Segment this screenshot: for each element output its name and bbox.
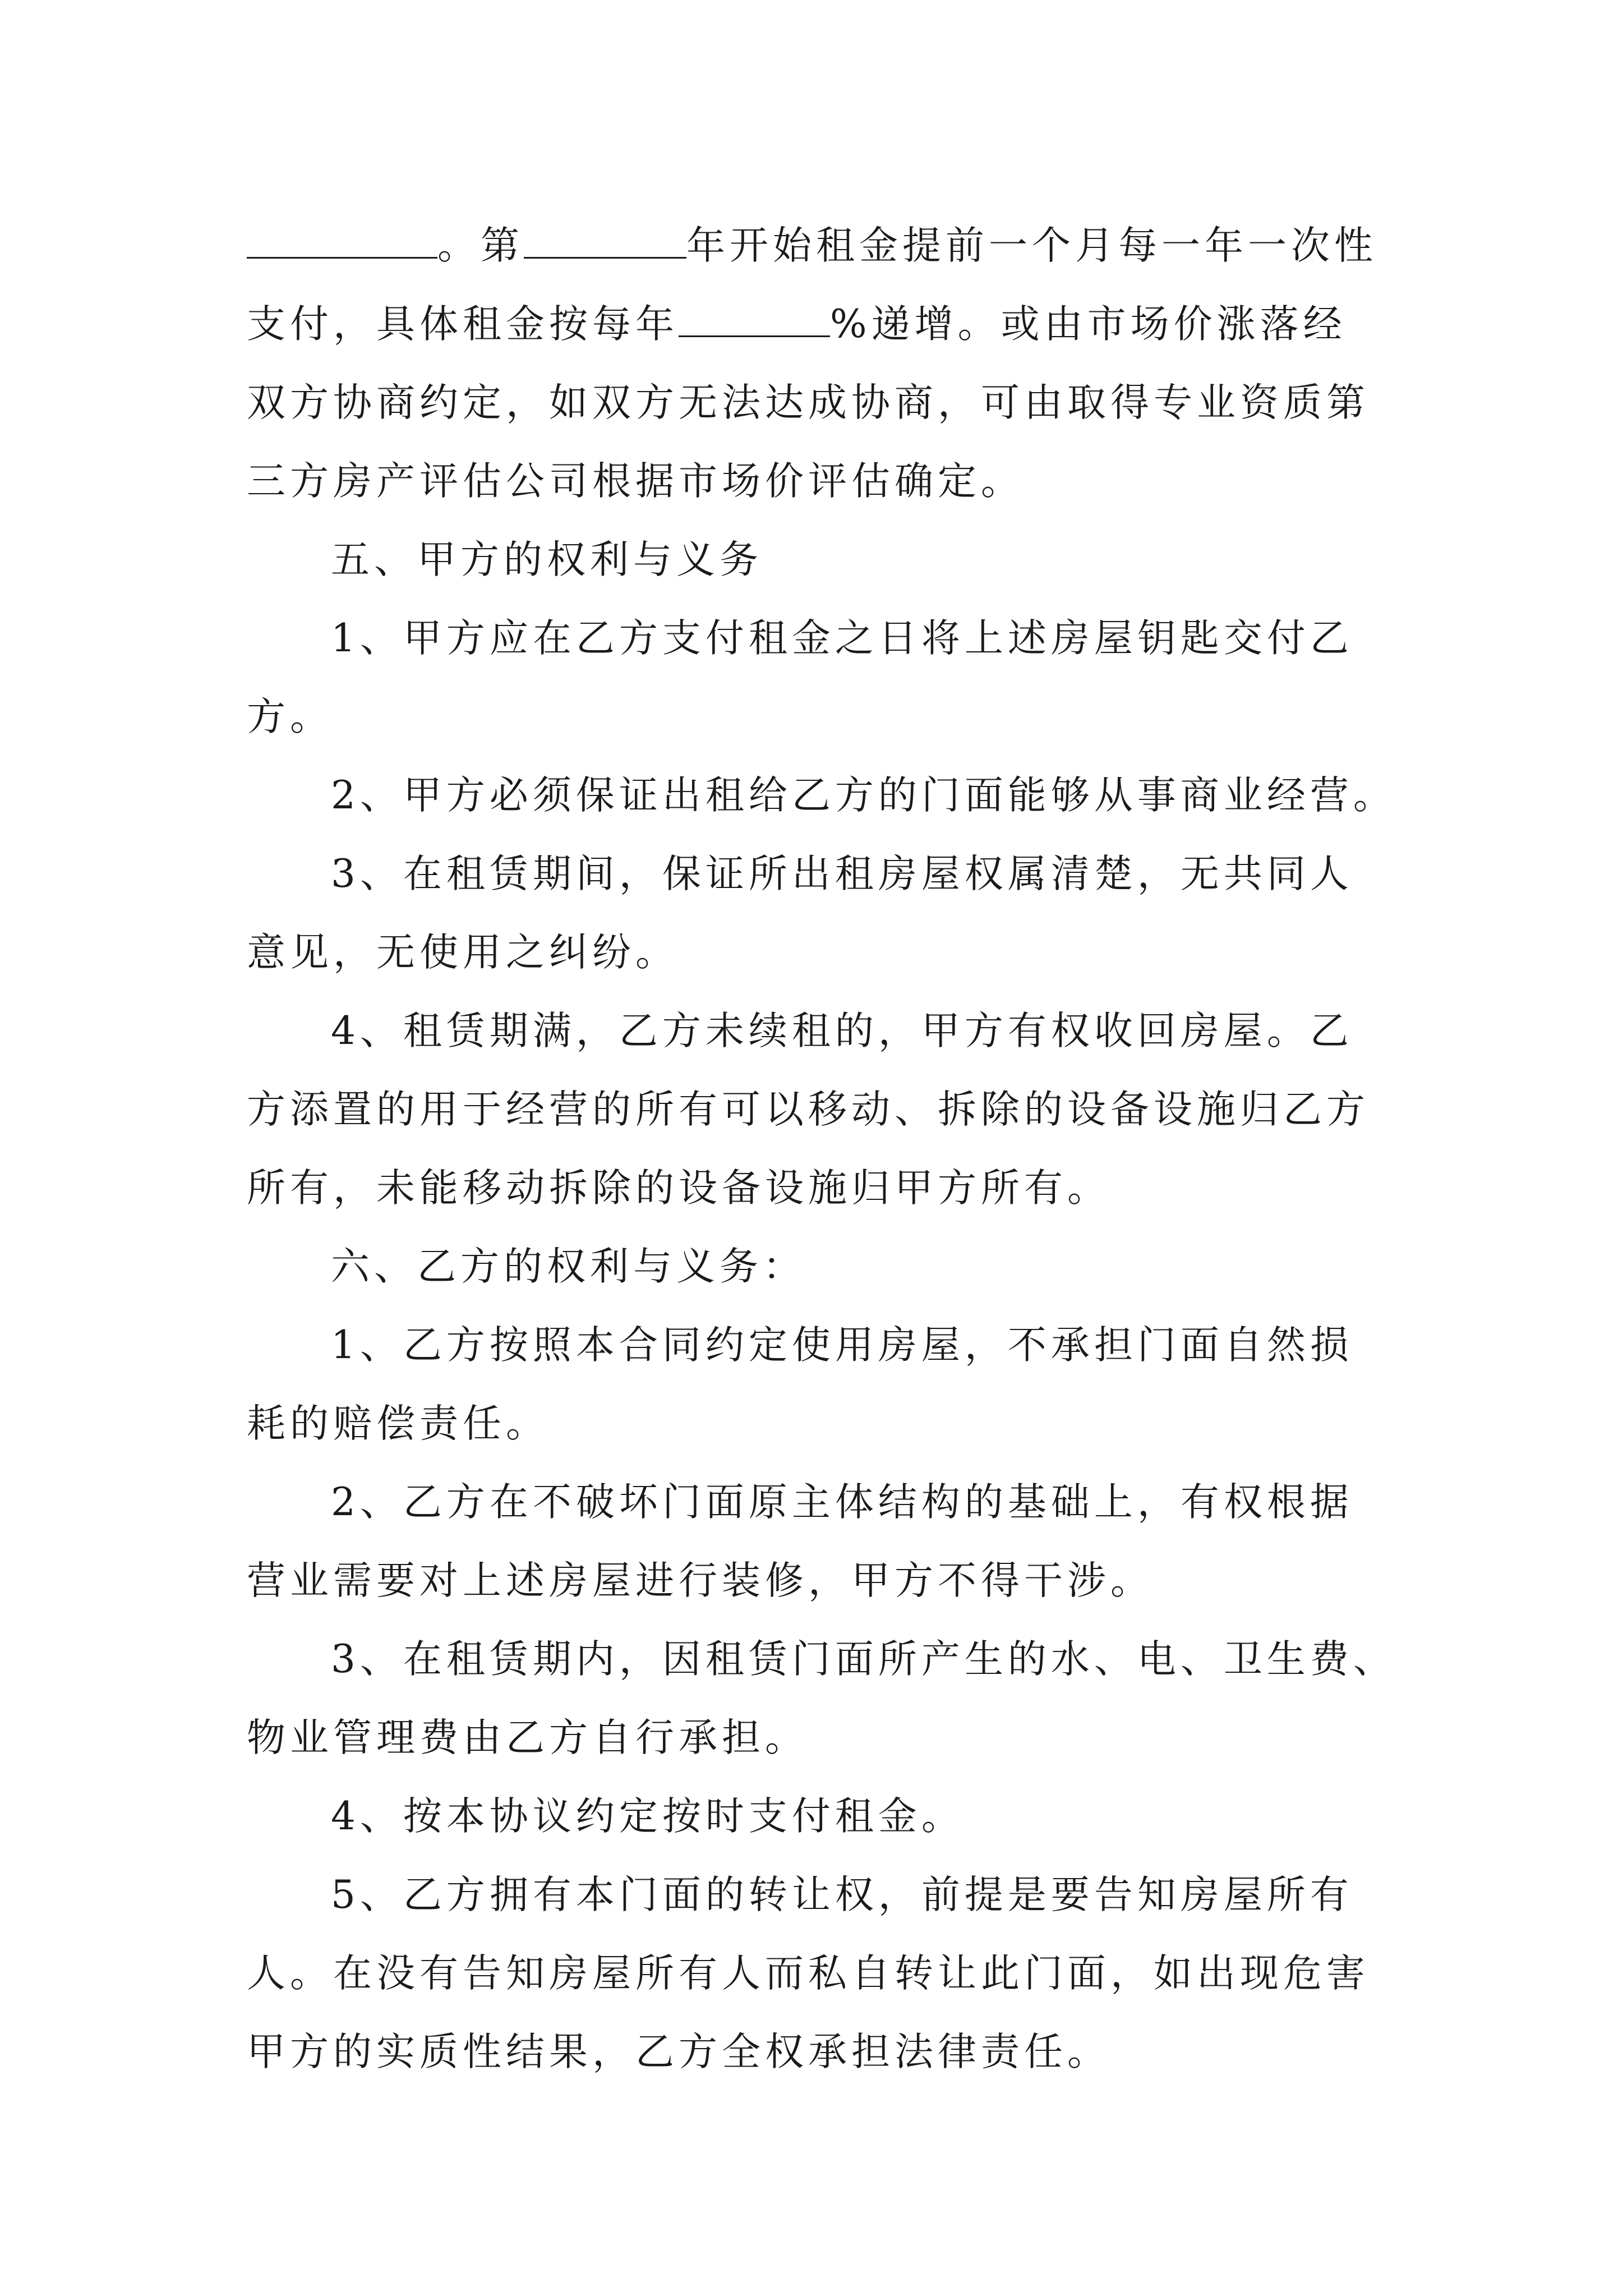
fill-in-blank	[247, 223, 437, 259]
document-body	[247, 206, 1396, 2091]
text-line: 三方房产评估公司根据市场价评估确定。	[247, 459, 1024, 504]
text-line: 甲方的实质性结果，乙方全权承担法律责任。	[247, 2030, 1110, 2074]
text-line: 人。在没有告知房屋所有人而私自转让此门面，如出现危害	[247, 1951, 1370, 1996]
clause-line: 3、在租赁期间，保证所出租房屋权属清楚，无共同人	[331, 852, 1353, 896]
clause-line: 1、甲方应在乙方支付租金之日将上述房屋钥匙交付乙	[331, 616, 1353, 661]
text-line: 物业管理费由乙方自行承担。	[247, 1715, 808, 1760]
clause-line: 5、乙方拥有本门面的转让权，前提是要告知房屋所有	[331, 1872, 1353, 1917]
text-line: 营业需要对上述房屋进行装修，甲方不得干涉。	[247, 1558, 1154, 1603]
text-line: 所有，未能移动拆除的设备设施归甲方所有。	[247, 1166, 1110, 1211]
clause-line: 2、甲方必须保证出租给乙方的门面能够从事商业经营。	[331, 773, 1396, 818]
section-heading: 五、甲方的权利与义务	[331, 537, 763, 582]
text-line: 耗的赔偿责任。	[247, 1401, 549, 1446]
text-line: 方添置的用于经营的所有可以移动、拆除的设备设施归乙方	[247, 1087, 1370, 1132]
text-line: 支付，具体租金按每年 %递增。或由市场价涨落经	[247, 302, 1347, 347]
clause-line: 1、乙方按照本合同约定使用房屋，不承担门面自然损	[331, 1323, 1353, 1368]
text-line: 双方协商约定，如双方无法达成协商，可由取得专业资质第	[247, 380, 1370, 425]
clause-line: 4、租赁期满，乙方未续租的，甲方有权收回房屋。乙	[331, 1009, 1353, 1053]
section-heading: 六、乙方的权利与义务：	[331, 1244, 806, 1289]
text-line: 。第 年开始租金提前一个月每一年一次性	[247, 206, 1396, 285]
clause-line: 3、在租赁期内，因租赁门面所产生的水、电、卫生费、	[331, 1637, 1396, 1682]
clause-line: 4、按本协议约定按时支付租金。	[331, 1794, 965, 1839]
fill-in-blank	[679, 302, 830, 337]
text-line: 意见，无使用之纠纷。	[247, 930, 679, 975]
text-line: 方。	[247, 694, 333, 739]
clause-line: 2、乙方在不破坏门面原主体结构的基础上，有权根据	[331, 1480, 1353, 1525]
fill-in-blank	[524, 223, 686, 259]
